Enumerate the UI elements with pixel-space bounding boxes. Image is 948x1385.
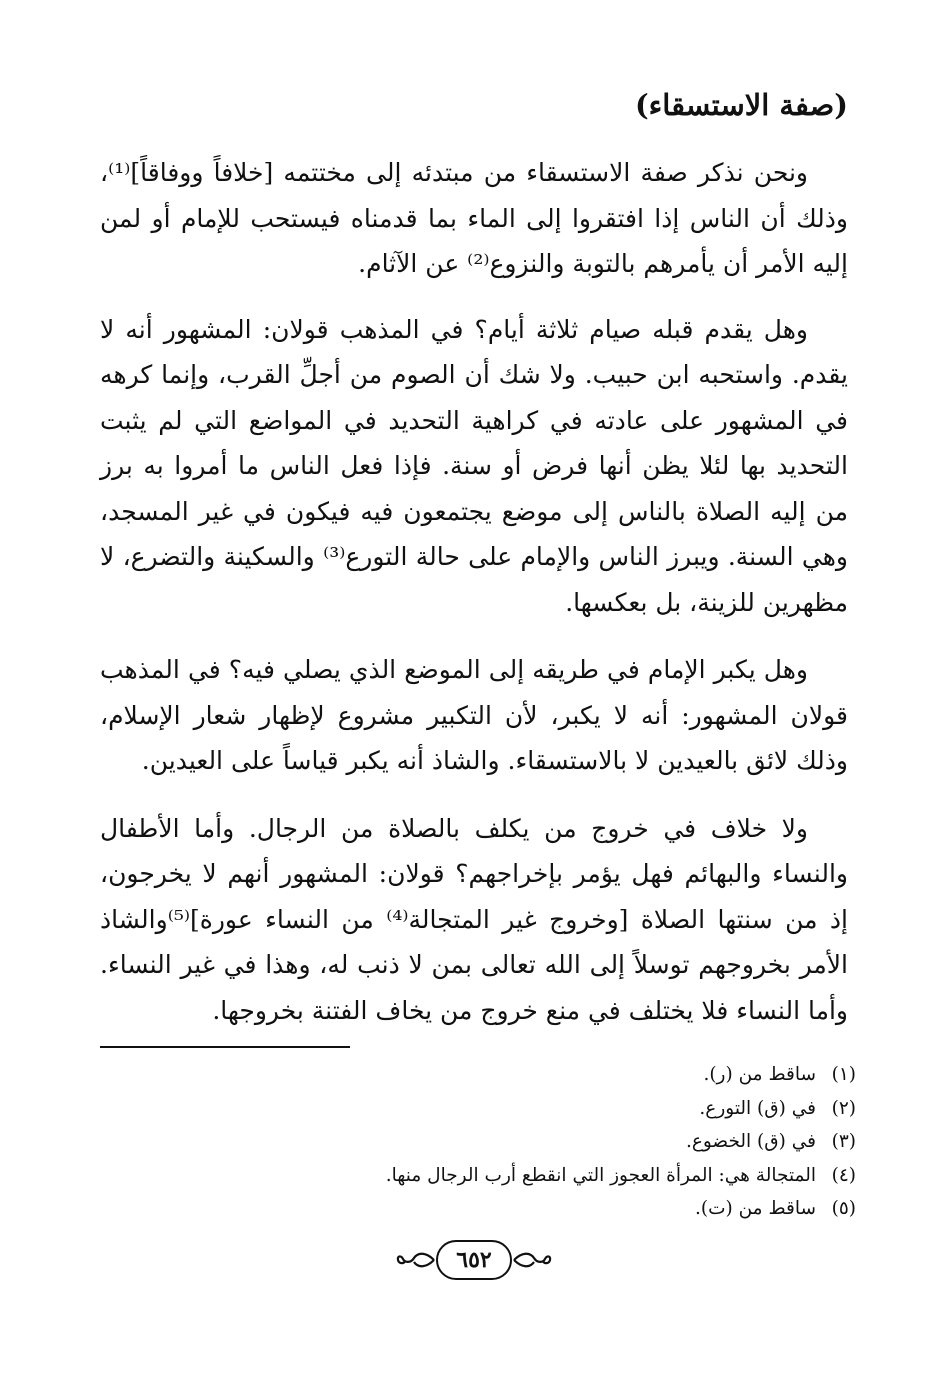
footnote-number: (٥) xyxy=(831,1198,856,1219)
page-number-ornament xyxy=(0,1240,948,1280)
footnote-text: ساقط من (ر). xyxy=(703,1064,816,1085)
right-flourish-icon xyxy=(512,1248,552,1272)
footnote-1 xyxy=(256,1058,856,1092)
footnote-3 xyxy=(256,1125,856,1159)
page-number: ٦٥٢ xyxy=(436,1240,511,1280)
section-heading: (صفة الاستسقاء) xyxy=(634,88,848,122)
footnote-text: ساقط من (ت). xyxy=(694,1198,816,1219)
footnote-number: (٤) xyxy=(831,1164,856,1186)
footnote-5 xyxy=(256,1192,856,1226)
footnote-number: (٣) xyxy=(831,1131,856,1152)
footnote-text: المتجالة هي: المرأة العجوز التي انقطع أرب الرجال منها. xyxy=(385,1164,816,1186)
paragraph-3: وهل يكبر الإمام في طريقه إلى الموضع الذي يصلي فيه؟ في المذهب قولان المشهور: أنه لا يكبر، لأن التكبير مشروع لإظهار شعار الإسلام، وذلك لائق بالعيدين لا بالاستسقاء. والشاذ أنه يكبر قياساً على العيدين. xyxy=(100,655,848,775)
left-flourish-icon xyxy=(396,1248,436,1272)
footnote-text: في (ق) الخضوع. xyxy=(685,1131,816,1152)
footnote-2 xyxy=(256,1092,856,1126)
footnote-4 xyxy=(256,1159,856,1193)
footnote-separator xyxy=(100,1046,350,1048)
footnotes-list xyxy=(256,1058,856,1226)
footnote-number: (٢) xyxy=(831,1097,856,1119)
paragraph-1: ونحن نذكر صفة الاستسقاء من مبتدئه إلى مختتمه [خلافاً ووفاقاً]⁽¹⁾، وذلك أن الناس إذا افتقروا إلى الماء بما قدمناه فيستحب للإمام أو لمن إليه الأمر أن يأمرهم بالتوبة والنزوع⁽²⁾ عن الآثام. xyxy=(100,158,848,278)
paragraph-4: ولا خلاف في خروج من يكلف بالصلاة من الرجال. وأما الأطفال والنساء والبهائم فهل يؤمر بإخراجهم؟ قولان: المشهور أنهم لا يخرجون، إذ من سنتها الصلاة [وخروج غير المتجالة⁽⁴⁾ من النساء عورة]⁽⁵⁾والشاذ الأمر بخروجهم توسلاً إلى الله تعالى بمن لا ذنب له، وهذا في غير النساء. وأما النساء فلا يختلف في منع خروج من يخاف الفتنة بخروجها. xyxy=(100,813,848,1025)
footnote-number: (١) xyxy=(831,1064,856,1085)
footnote-text: في (ق) التورع. xyxy=(699,1097,816,1119)
paragraph-2: وهل يقدم قبله صيام ثلاثة أيام؟ في المذهب قولان: المشهور أنه لا يقدم. واستحبه ابن حبيب. ولا شك أن الصوم من أجلِّ القرب، وإنما كرهه في المشهور على عادته في كراهية التحديد في المواضع التي لم يثبت التحديد بها لئلا يظن أنها فرض أو سنة. فإذا فعل الناس ما أمروا به برز من إليه الصلاة بالناس إلى موضع يجتمعون فيه فيكون في غير المسجد، وهي السنة. ويبرز الناس والإمام على حالة التورع⁽³⁾ والسكينة والتضرع، لا مظهرين للزينة، بل بعكسها. xyxy=(100,314,848,617)
body-text xyxy=(100,150,848,1055)
